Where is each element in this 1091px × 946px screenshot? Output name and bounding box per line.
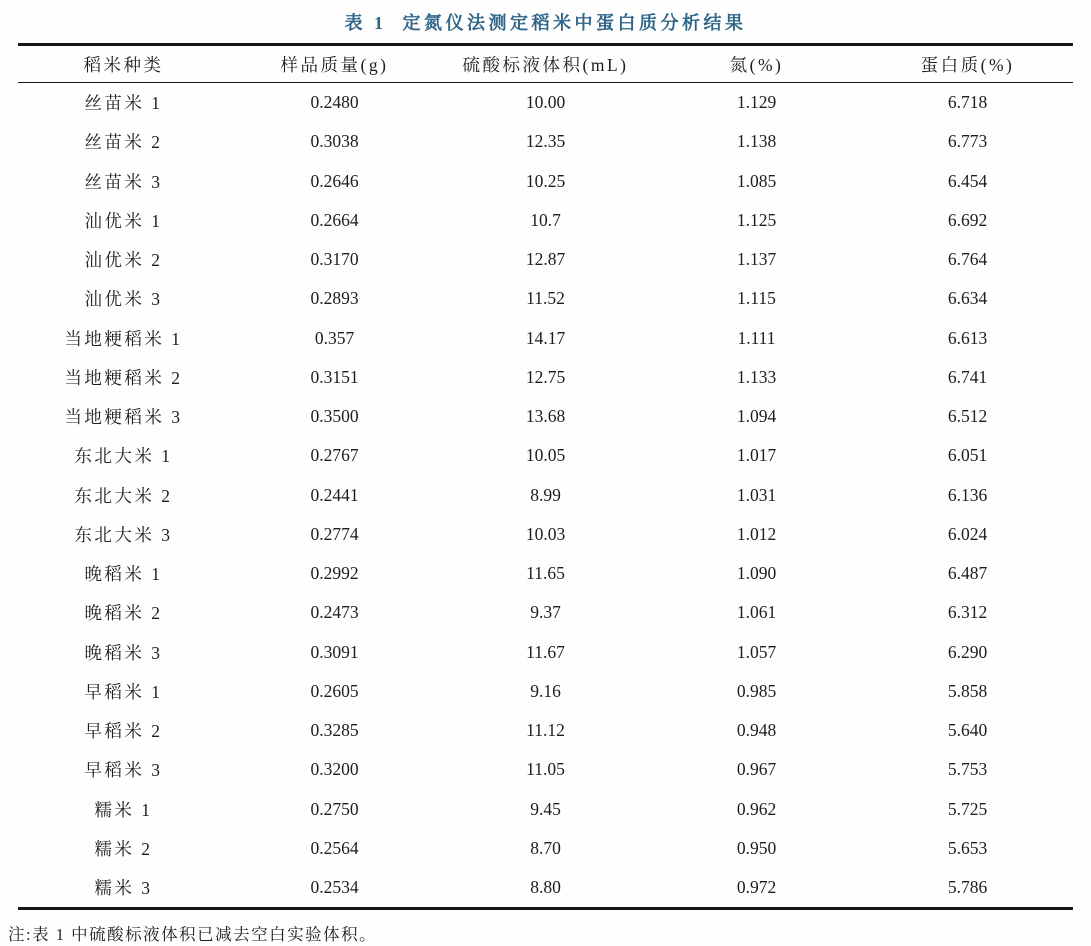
- cell-acid-volume: 8.70: [530, 837, 561, 858]
- cell-rice-type: 晚稻米 2: [84, 603, 163, 624]
- header-protein-pct: 蛋白质(%): [862, 45, 1073, 83]
- cell-protein-pct: 6.487: [947, 563, 988, 584]
- cell-sample-mass: 0.2564: [310, 837, 359, 858]
- cell-nitrogen-pct: 1.133: [736, 366, 777, 387]
- cell-sample-mass: 0.3038: [310, 131, 359, 152]
- cell-nitrogen-pct: 1.085: [736, 170, 777, 191]
- header-rice-type: 稻米种类: [18, 45, 229, 83]
- cell-sample-mass: 0.2480: [310, 92, 359, 113]
- cell-protein-pct: 6.051: [947, 445, 988, 466]
- cell-acid-volume: 9.37: [530, 602, 561, 623]
- table-row: [18, 476, 1073, 515]
- cell-acid-volume: 11.52: [526, 288, 565, 309]
- cell-acid-volume: 10.00: [525, 92, 566, 113]
- cell-rice-type: 丝苗米 1: [84, 93, 163, 114]
- cell-sample-mass: 0.2646: [310, 170, 359, 191]
- cell-rice-type: 当地粳稻米 3: [64, 407, 183, 428]
- cell-nitrogen-pct: 1.012: [736, 523, 777, 544]
- cell-nitrogen-pct: 1.090: [736, 563, 777, 584]
- cell-nitrogen-pct: 0.967: [736, 759, 777, 780]
- cell-sample-mass: 0.2893: [310, 288, 359, 309]
- cell-protein-pct: 6.634: [947, 288, 988, 309]
- cell-rice-type: 早稻米 2: [84, 721, 163, 742]
- cell-rice-type: 汕优米 3: [84, 289, 163, 310]
- cell-acid-volume: 11.05: [526, 759, 565, 780]
- cell-acid-volume: 11.67: [526, 641, 565, 662]
- cell-nitrogen-pct: 1.017: [736, 445, 777, 466]
- cell-nitrogen-pct: 1.115: [737, 288, 776, 309]
- table-row: [18, 790, 1073, 829]
- cell-nitrogen-pct: 0.948: [736, 720, 777, 741]
- cell-nitrogen-pct: 1.061: [736, 602, 777, 623]
- table-row: [18, 515, 1073, 554]
- cell-acid-volume: 10.03: [525, 523, 566, 544]
- table-row: [18, 829, 1073, 868]
- cell-nitrogen-pct: 1.057: [736, 641, 777, 662]
- cell-sample-mass: 0.3170: [310, 249, 359, 270]
- cell-rice-type: 晚稻米 1: [84, 564, 163, 585]
- cell-sample-mass: 0.3200: [310, 759, 359, 780]
- cell-protein-pct: 6.290: [947, 641, 988, 662]
- table-row: [18, 672, 1073, 711]
- cell-acid-volume: 9.45: [530, 798, 561, 819]
- table-title: [0, 0, 1091, 43]
- cell-sample-mass: 0.2767: [310, 445, 359, 466]
- cell-protein-pct: 5.753: [947, 759, 988, 780]
- table-body: [18, 83, 1073, 909]
- table-row: [18, 240, 1073, 279]
- cell-protein-pct: 6.764: [947, 249, 988, 270]
- table-footnote: 注:表 1 中硫酸标液体积已减去空白实验体积。: [8, 925, 378, 945]
- cell-protein-pct: 5.640: [947, 720, 988, 741]
- cell-protein-pct: 6.512: [947, 406, 988, 427]
- cell-nitrogen-pct: 1.094: [736, 406, 777, 427]
- cell-protein-pct: 6.613: [947, 327, 988, 348]
- table-row: [18, 750, 1073, 789]
- cell-rice-type: 汕优米 1: [84, 210, 163, 231]
- cell-sample-mass: 0.357: [314, 327, 355, 348]
- cell-protein-pct: 6.024: [947, 523, 988, 544]
- cell-rice-type: 汕优米 2: [84, 250, 163, 271]
- cell-acid-volume: 13.68: [525, 406, 566, 427]
- cell-protein-pct: 5.858: [947, 680, 988, 701]
- cell-acid-volume: 12.87: [525, 249, 566, 270]
- cell-protein-pct: 5.653: [947, 837, 988, 858]
- cell-protein-pct: 5.786: [947, 877, 988, 898]
- cell-nitrogen-pct: 0.985: [736, 680, 777, 701]
- table-row: [18, 554, 1073, 593]
- cell-acid-volume: 8.99: [530, 484, 561, 505]
- cell-sample-mass: 0.2774: [310, 523, 359, 544]
- cell-rice-type: 东北大米 1: [74, 446, 173, 467]
- cell-protein-pct: 5.725: [947, 798, 988, 819]
- cell-acid-volume: 11.12: [526, 720, 565, 741]
- cell-sample-mass: 0.2534: [310, 877, 359, 898]
- table-header: [18, 45, 1073, 83]
- cell-protein-pct: 6.136: [947, 484, 988, 505]
- cell-protein-pct: 6.454: [947, 170, 988, 191]
- cell-rice-type: 糯米 3: [94, 878, 153, 899]
- cell-protein-pct: 6.773: [947, 131, 988, 152]
- table-row: [18, 633, 1073, 672]
- table-row: [18, 593, 1073, 632]
- cell-protein-pct: 6.718: [947, 92, 988, 113]
- cell-nitrogen-pct: 1.137: [736, 249, 777, 270]
- table-row: [18, 711, 1073, 750]
- cell-acid-volume: 10.7: [530, 209, 561, 230]
- cell-sample-mass: 0.3091: [310, 641, 359, 662]
- cell-rice-type: 东北大米 3: [74, 524, 173, 545]
- cell-rice-type: 丝苗米 2: [84, 132, 163, 153]
- cell-acid-volume: 12.35: [525, 131, 566, 152]
- cell-nitrogen-pct: 1.138: [736, 131, 777, 152]
- cell-rice-type: 糯米 1: [94, 799, 153, 820]
- cell-sample-mass: 0.3285: [310, 720, 359, 741]
- cell-rice-type: 东北大米 2: [74, 485, 173, 506]
- cell-sample-mass: 0.2441: [310, 484, 359, 505]
- cell-nitrogen-pct: 0.972: [736, 877, 777, 898]
- cell-acid-volume: 14.17: [525, 327, 566, 348]
- cell-protein-pct: 6.692: [947, 209, 988, 230]
- cell-sample-mass: 0.2992: [310, 563, 359, 584]
- cell-acid-volume: 8.80: [530, 877, 561, 898]
- cell-sample-mass: 0.3151: [310, 366, 359, 387]
- table-row: [18, 397, 1073, 436]
- cell-acid-volume: 12.75: [525, 366, 566, 387]
- header-sample-mass: 样品质量(g): [229, 45, 440, 83]
- cell-sample-mass: 0.2750: [310, 798, 359, 819]
- cell-protein-pct: 6.741: [947, 366, 988, 387]
- cell-rice-type: 早稻米 1: [84, 681, 163, 702]
- table-row: [18, 319, 1073, 358]
- table-row: [18, 436, 1073, 475]
- table-number-label: 表 1: [344, 13, 387, 33]
- cell-acid-volume: 11.65: [526, 563, 565, 584]
- table-row: [18, 162, 1073, 201]
- table-row: [18, 868, 1073, 909]
- table-row: [18, 279, 1073, 318]
- cell-sample-mass: 0.2664: [310, 209, 359, 230]
- cell-nitrogen-pct: 0.962: [736, 798, 777, 819]
- cell-acid-volume: 10.25: [525, 170, 566, 191]
- cell-nitrogen-pct: 1.125: [736, 209, 777, 230]
- cell-acid-volume: 10.05: [525, 445, 566, 466]
- table-row: [18, 83, 1073, 123]
- cell-rice-type: 晚稻米 3: [84, 642, 163, 663]
- cell-sample-mass: 0.2605: [310, 680, 359, 701]
- header-nitrogen-pct: 氮(%): [651, 45, 862, 83]
- cell-nitrogen-pct: 1.111: [737, 327, 776, 348]
- cell-rice-type: 当地粳稻米 2: [64, 367, 183, 388]
- table-row: [18, 201, 1073, 240]
- protein-analysis-table: [18, 43, 1073, 910]
- cell-rice-type: 早稻米 3: [84, 760, 163, 781]
- cell-nitrogen-pct: 1.031: [736, 484, 777, 505]
- cell-sample-mass: 0.2473: [310, 602, 359, 623]
- cell-rice-type: 丝苗米 3: [84, 171, 163, 192]
- cell-sample-mass: 0.3500: [310, 406, 359, 427]
- table-title-text: 定氮仪法测定稻米中蛋白质分析结果: [402, 13, 747, 33]
- cell-rice-type: 当地粳稻米 1: [64, 328, 183, 349]
- cell-nitrogen-pct: 0.950: [736, 837, 777, 858]
- cell-protein-pct: 6.312: [947, 602, 988, 623]
- cell-nitrogen-pct: 1.129: [736, 92, 777, 113]
- cell-rice-type: 糯米 2: [94, 838, 153, 859]
- header-row: [18, 45, 1073, 83]
- cell-acid-volume: 9.16: [530, 680, 561, 701]
- table-row: [18, 122, 1073, 161]
- table-row: [18, 358, 1073, 397]
- header-acid-volume: 硫酸标液体积(mL): [440, 45, 651, 83]
